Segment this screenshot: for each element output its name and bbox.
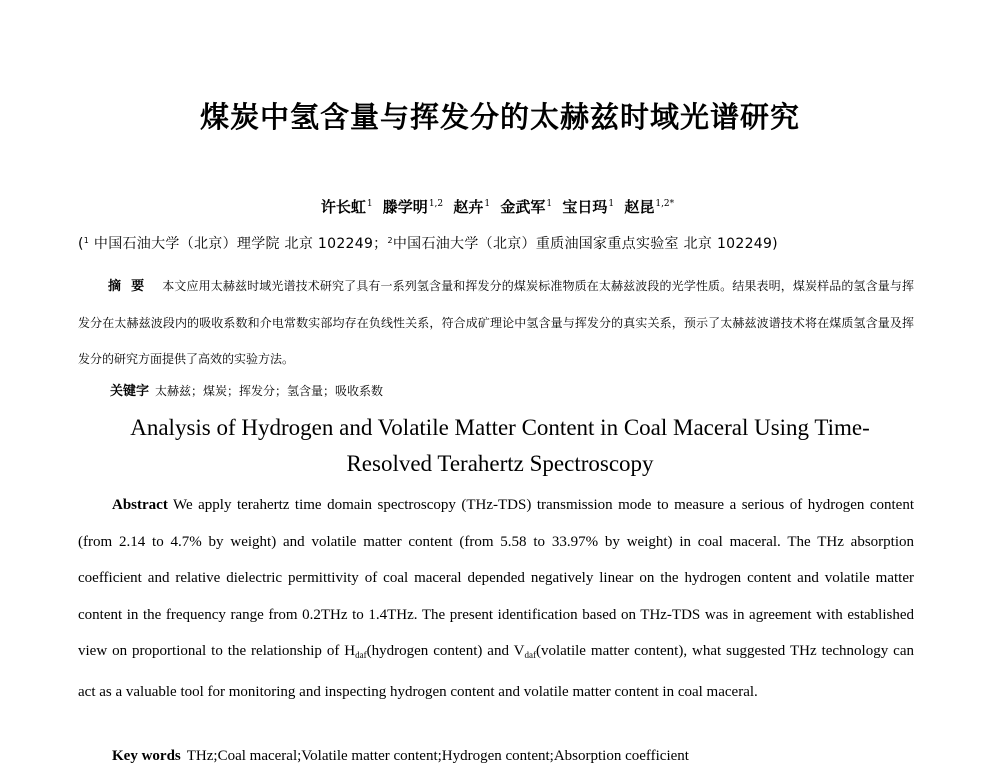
affiliations bbox=[78, 233, 978, 253]
author-name: 许长虹 bbox=[320, 198, 366, 216]
chinese-abstract bbox=[78, 268, 914, 377]
affiliation-2: 中国石油大学（北京）重质油国家重点实验室 北京 102249) bbox=[392, 236, 778, 252]
english-abstract-text-2: (hydrogen content) and V bbox=[366, 643, 525, 659]
author-affiliation-mark: 1 bbox=[484, 199, 491, 209]
english-title bbox=[80, 410, 920, 482]
author-name: 赵卉 bbox=[453, 198, 484, 216]
chinese-abstract-text: 本文应用太赫兹时域光谱技术研究了具有一系列氢含量和挥发分的煤炭标准物质在太赫兹波段的光学性质。结果表明，煤炭样品的氢含量与挥发分在太赫兹波段内的吸收系数和介电常数实部均存在负线性关系，符合成矿理论中氢含量与挥发分的真实关系，预示了太赫兹波谱技术将在煤质氢含量及挥发分的研究方面提供了高效的实验方法。 bbox=[78, 279, 914, 366]
english-keywords-label: Key words bbox=[112, 748, 181, 764]
affiliation-mark-2: 2 bbox=[387, 236, 393, 245]
chinese-keywords bbox=[110, 380, 383, 399]
author-affiliation-mark: 1,2 bbox=[428, 199, 444, 209]
author-name: 滕学明 bbox=[382, 198, 428, 216]
english-abstract-text-3: (volatile matter content), what suggested THz technology can act as a valuable tool for monitoring and inspecting hydrogen content and volatile matter content in coal maceral. bbox=[78, 643, 914, 700]
author-list bbox=[0, 196, 1000, 217]
author-affiliation-mark: 1,2* bbox=[655, 199, 675, 209]
chinese-keywords-text: 太赫兹；煤炭；挥发分；氢含量；吸收系数 bbox=[155, 384, 384, 398]
chinese-abstract-label: 摘要 bbox=[108, 279, 155, 294]
author-affiliation-mark: 1 bbox=[366, 199, 373, 209]
english-abstract-text-1: We apply terahertz time domain spectroscopy (THz-TDS) transmission mode to measure a serious of hydrogen content (from 2.14 to 4.7% by weight) and volatile matter content (from 5.58 to 33.97% by weight) in coal maceral. The THz absorption coefficient and relative dielectric permittivity of coal maceral depended negatively linear on the hydrogen content and volatile matter content in the frequency range from 0.2THz to 1.4THz. The present identification based on THz-TDS was in agreement with established view on proportional to the relationship of H bbox=[78, 497, 914, 659]
english-title-line-1: Analysis of Hydrogen and Volatile Matter Content in Coal Maceral Using Time- bbox=[130, 415, 870, 440]
subscript-daf-h: daf bbox=[355, 650, 367, 660]
chinese-keywords-label: 关键字 bbox=[110, 384, 150, 399]
author-name: 赵昆 bbox=[624, 198, 655, 216]
author-name: 宝日玛 bbox=[562, 198, 608, 216]
affiliation-mark-1: 1 bbox=[83, 236, 90, 245]
english-keywords-text: THz;Coal maceral;Volatile matter content;Hydrogen content;Absorption coefficient bbox=[186, 748, 689, 764]
chinese-title: 煤炭中氢含量与挥发分的太赫兹时域光谱研究 bbox=[199, 100, 800, 134]
english-title-line-2: Resolved Terahertz Spectroscopy bbox=[346, 451, 654, 476]
author-affiliation-mark: 1 bbox=[546, 199, 553, 209]
english-abstract bbox=[78, 487, 914, 710]
author-name: 金武军 bbox=[500, 198, 546, 216]
affiliation-open-paren: ( bbox=[78, 236, 84, 252]
english-keywords bbox=[112, 748, 689, 765]
english-abstract-label: Abstract bbox=[112, 497, 168, 513]
affiliation-1: 中国石油大学（北京）理学院 北京 102249； bbox=[89, 236, 388, 252]
author-affiliation-mark: 1 bbox=[608, 199, 615, 209]
subscript-daf-v: daf bbox=[524, 650, 536, 660]
